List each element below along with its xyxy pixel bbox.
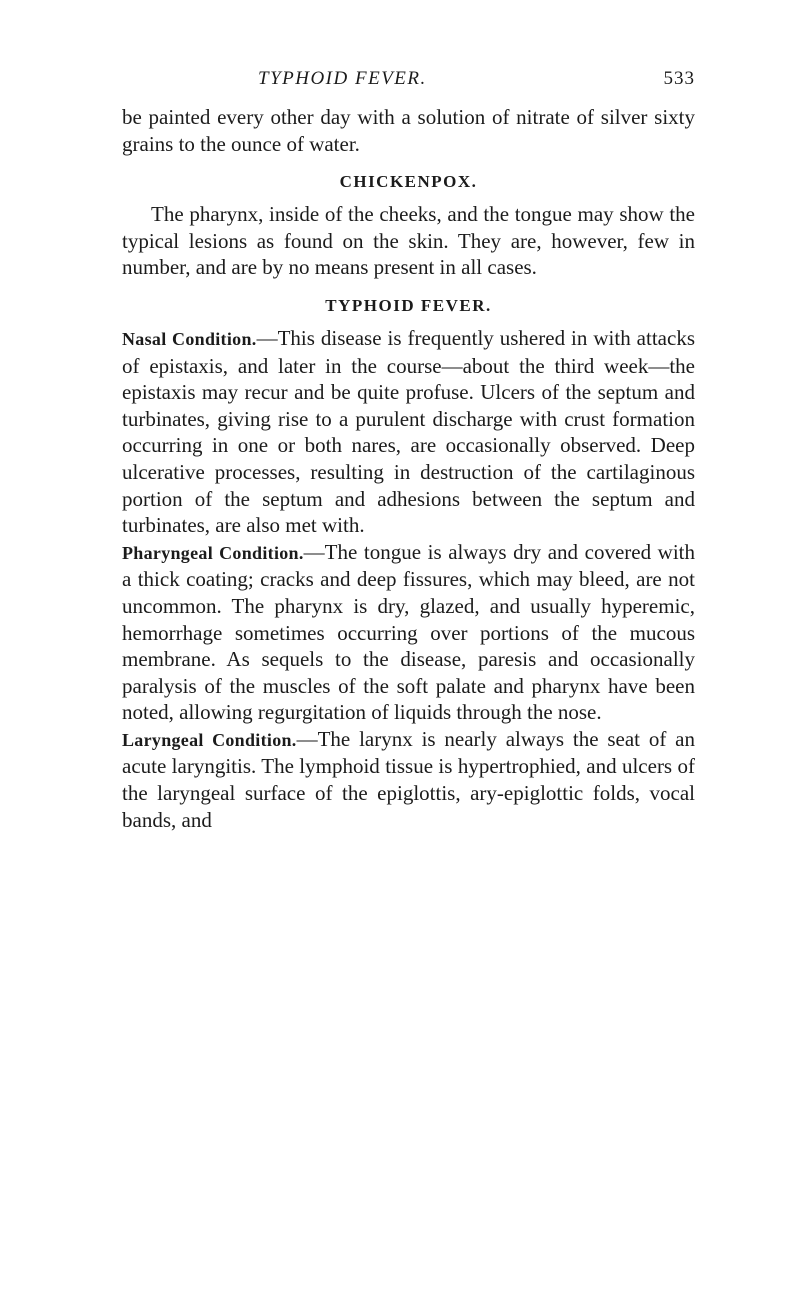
pharyngeal-condition-label: Pharyngeal Condition. xyxy=(122,542,304,563)
page-number: 533 xyxy=(663,68,695,89)
pharyngeal-condition-text: —The tongue is always dry and covered with a thick coating; cracks and deep fissures, which may bleed, are not uncommon. The pharynx is dry, glazed, and usually hyperemic, hemorrhage sometimes occurring over portions of the mucous membrane. As sequels to the disease, paresis and occasionally paralysis of the muscles of the soft palate and pharynx have been noted, allowing regurgitation of liquids through the nose. xyxy=(122,539,696,725)
continuation-paragraph: be painted every other day with a solution of nitrate of silver sixty grains to the ounce of water. xyxy=(122,105,695,156)
laryngeal-condition-text: —The larynx is nearly always the seat of an acute laryngitis. The lymphoid tissue is hypertrophied, and ulcers of the laryngeal surface of the epiglottis, ary-epiglottic folds, vocal bands, and xyxy=(122,726,695,832)
nasal-condition-text: —This disease is frequently ushered in with attacks of epistaxis, and later in the course—about the third week—the epistaxis may recur and be quite profuse. Ulcers of the septum and turbinates, giving rise to a purulent discharge with crust formation occurring in one or both nares, are occasionally observed. Deep ulcerative processes, resulting in destruction of the cartilaginous portion of the septum and adhesions between the septum and turbinates, are also met with. xyxy=(122,325,695,538)
running-title: TYPHOID FEVER. xyxy=(258,68,427,89)
running-header xyxy=(122,68,695,104)
section-heading-typhoid-fever: TYPHOID FEVER. xyxy=(325,295,492,315)
laryngeal-condition-label: Laryngeal Condition. xyxy=(122,729,297,750)
nasal-condition-label: Nasal Condition. xyxy=(122,328,257,349)
section-heading-chickenpox: CHICKENPOX. xyxy=(339,172,478,192)
pharyngeal-condition-paragraph xyxy=(122,539,695,726)
book-page xyxy=(122,68,695,833)
nasal-condition-paragraph xyxy=(122,325,695,539)
laryngeal-condition-paragraph xyxy=(122,726,695,833)
chickenpox-paragraph: The pharynx, inside of the cheeks, and the tongue may show the typical lesions as found on the skin. They are, however, few in number, and are by no means present in all cases. xyxy=(122,202,695,280)
